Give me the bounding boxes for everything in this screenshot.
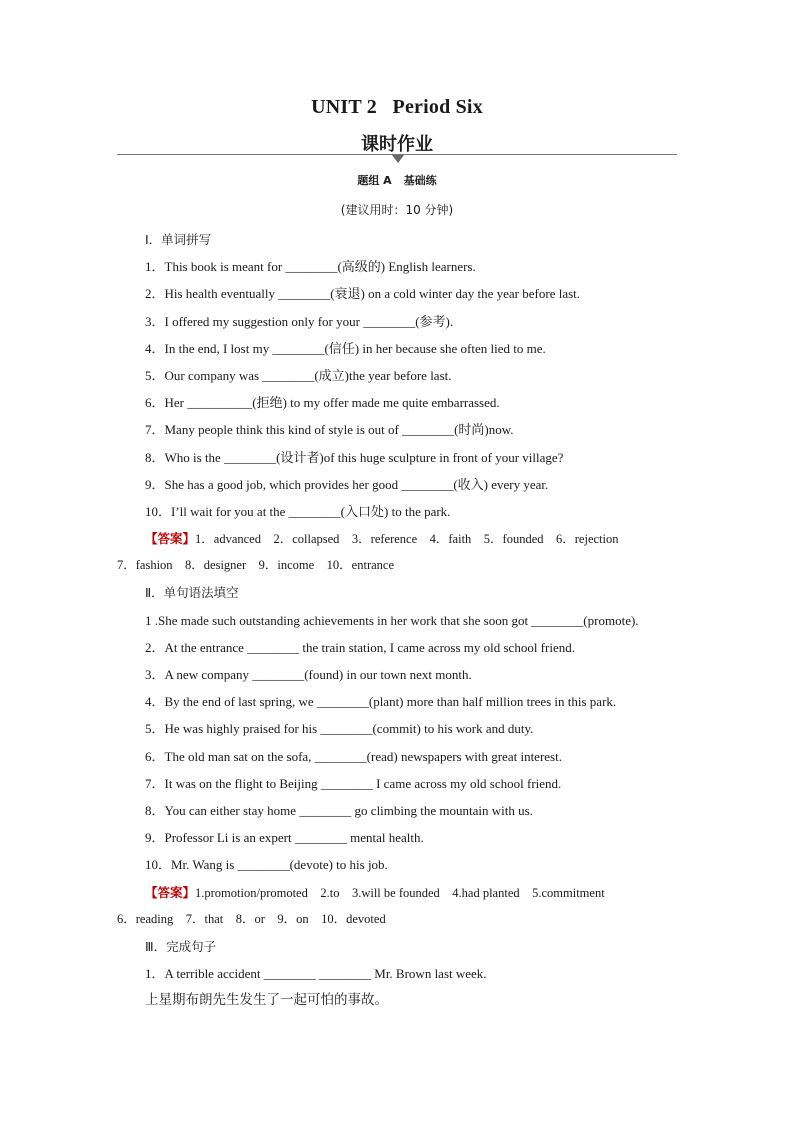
question-item: 3．I offered my suggestion only for your ________(参考). xyxy=(145,313,454,329)
question-item: 1 .She made such outstanding achievements in her work that she soon got ________(promote). xyxy=(145,612,639,628)
answer-label: 【答案】 xyxy=(145,531,196,547)
header-marker-icon xyxy=(392,155,404,163)
question-item: 4．In the end, I lost my ________(信任) in her because she often lied to me. xyxy=(145,340,546,356)
answer-text: 1．advanced 2．collapsed 3．reference 4．faith 5．founded 6．rejection xyxy=(195,532,619,547)
question-item: 4．By the end of last spring, we ________(plant) more than half million trees in this park. xyxy=(145,694,617,710)
question-item: 2．His health eventually ________(衰退) on a cold winter day the year before last. xyxy=(145,286,581,302)
question-item: 8．You can either stay home ________ go climbing the mountain with us. xyxy=(145,802,533,818)
question-item: 6．The old man sat on the sofa, ________(read) newspapers with great interest. xyxy=(145,748,562,764)
answer-label: 【答案】 xyxy=(145,884,196,900)
question-item: 10．I’ll wait for you at the ________(入口处) to the park. xyxy=(145,503,451,519)
section-heading-complete-sentences: Ⅲ．完成句子 xyxy=(145,938,217,954)
group-type: 基础练 xyxy=(403,174,437,187)
answer-line xyxy=(117,525,697,552)
worksheet-content xyxy=(117,226,697,1014)
question-item: 5．He was highly praised for his ________(commit) to his work and duty. xyxy=(145,721,534,737)
answer-text: 1.promotion/promoted 2.to 3.will be founded 4.had planted 5.commitment xyxy=(195,885,605,900)
question-item: 8．Who is the ________(设计者)of this huge sculpture in front of your village? xyxy=(145,449,564,465)
group-label xyxy=(0,172,794,188)
question-item: 1．A terrible accident ________ ________ Mr. Brown last week. xyxy=(145,966,487,982)
section-heading-word-spelling: Ⅰ．单词拼写 xyxy=(145,232,212,247)
page-subtitle: 课时作业 xyxy=(361,134,433,155)
question-item: 2．At the entrance ________ the train station, I came across my old school friend. xyxy=(145,639,575,655)
question-item: 9．She has a good job, which provides her good ________(收入) every year. xyxy=(145,476,549,492)
answer-line-continued: 6．reading 7．that 8．or 9．on 10．devoted xyxy=(117,911,386,926)
translation-text: 上星期布朗先生发生了一起可怕的事故。 xyxy=(145,992,388,1009)
question-item: 5．Our company was ________(成立)the year before last. xyxy=(145,367,452,383)
question-item: 7．Many people think this kind of style is out of ________(时尚)now. xyxy=(145,422,514,438)
answer-line xyxy=(117,879,697,906)
question-item: 7．It was on the flight to Beijing ________ I came across my old school friend. xyxy=(145,775,562,791)
page-title: UNIT 2 Period Six xyxy=(311,96,483,118)
time-hint: (建议用时：10 分钟) xyxy=(340,203,454,217)
question-item: 9．Professor Li is an expert ________ mental health. xyxy=(145,830,424,846)
question-item: 3．A new company ________(found) in our town next month. xyxy=(145,667,472,682)
group-name: 题组 A xyxy=(357,174,392,187)
question-item: 1．This book is meant for ________(高级的) English learners. xyxy=(145,259,476,275)
section-heading-grammar-fill: Ⅱ．单句语法填空 xyxy=(145,585,239,601)
question-item: 6．Her __________(拒绝) to my offer made me quite embarrassed. xyxy=(145,395,500,411)
answer-line-continued: 7．fashion 8．designer 9．income 10．entrance xyxy=(117,558,395,573)
question-item: 10．Mr. Wang is ________(devote) to his job. xyxy=(145,857,388,873)
